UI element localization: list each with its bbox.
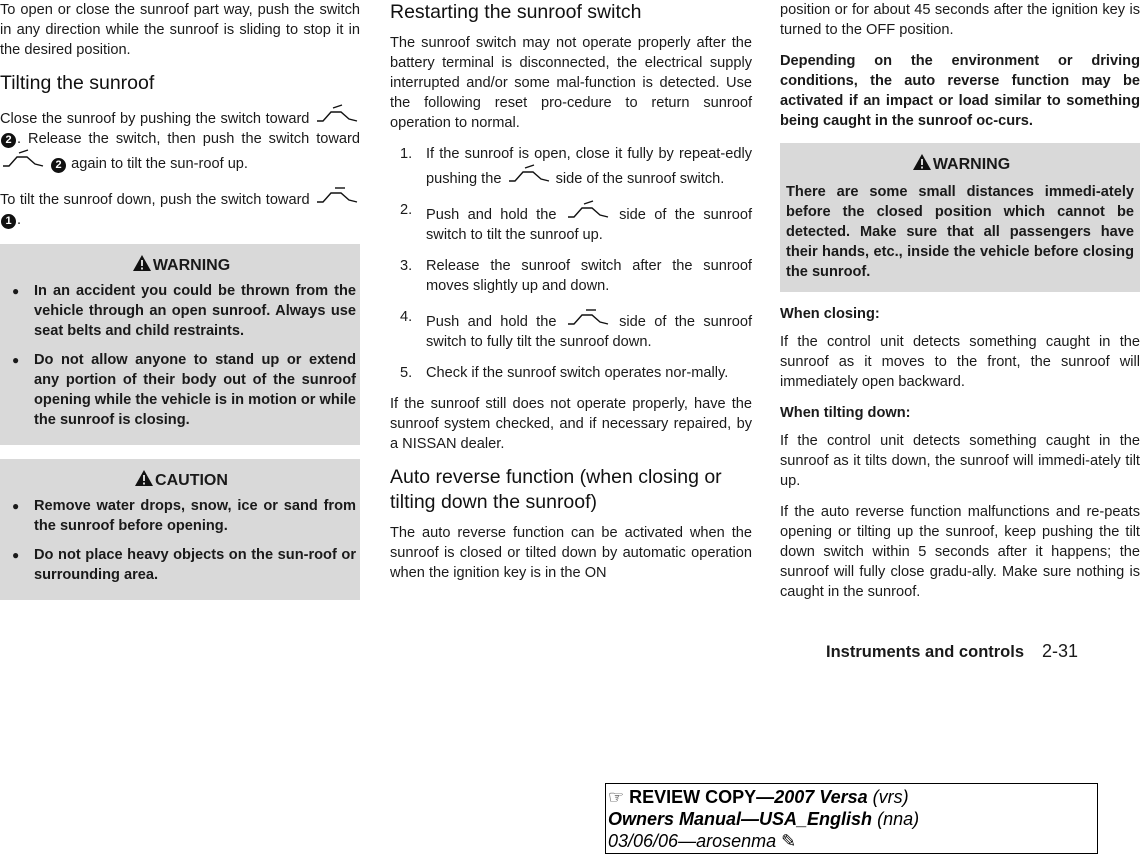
heading-auto-reverse: Auto reverse function (when closing or tilting down the sunroof)	[390, 466, 722, 513]
list-item	[390, 200, 752, 245]
list-item	[390, 307, 752, 352]
text-fragment: Check if the sunroof switch operates nor-mally.	[426, 365, 729, 381]
heading-tilting: Tilting the sunroof	[0, 72, 155, 94]
paragraph-restart: The sunroof switch may not operate properly after the battery terminal is disconnected, the electrical supply interrupted and/or some mal-function is detected. Use the following reset pro-cedure to return sunroof operation to normal.	[390, 35, 752, 131]
page-number: 2-31	[1042, 641, 1079, 661]
warning-box	[780, 143, 1140, 292]
review-region-code: (nna)	[877, 809, 920, 829]
warning-title	[6, 254, 356, 277]
warning-triangle-icon	[134, 469, 154, 487]
text-fragment: Push and hold the	[426, 314, 557, 330]
text-fragment: .	[17, 212, 22, 228]
review-line-2	[608, 808, 1097, 830]
warning-triangle-icon	[132, 254, 152, 272]
paragraph-closing: If the control unit detects something caught in the sunroof as it moves to the front, the sunroof will immediately open backward.	[780, 334, 1140, 390]
step-number: 3.	[400, 258, 413, 274]
text-fragment: Release the sunroof switch after the sunroof moves slightly up and down.	[426, 258, 752, 294]
step-number: 5.	[400, 365, 413, 381]
paragraph-partway: To open or close the sunroof part way, push the switch in any direction while the sunroof is sliding to stop it in the desired position.	[0, 2, 360, 58]
paragraph-dealer: If the sunroof still does not operate properly, have the sunroof system checked, and if necessary repaired, by a NISSAN dealer.	[390, 396, 752, 452]
right-column	[780, 0, 1140, 613]
car-tilt-up-icon	[1, 149, 45, 171]
list-item	[390, 363, 752, 383]
review-code: (vrs)	[872, 787, 909, 807]
warning-item: ● In an accident you could be thrown from the vehicle through an open sunroof. Always use seat belts and child restraints.	[6, 281, 356, 341]
text-fragment: To tilt the sunroof down, push the switch toward	[0, 192, 310, 208]
text-fragment: side of the sunroof switch.	[555, 171, 725, 187]
car-tilt-down-icon	[315, 185, 359, 207]
warning-item: ● Do not allow anyone to stand up or extend any portion of their body out of the sunroof opening while the vehicle is in motion or while the sunroof is closing.	[6, 350, 356, 430]
paragraph-tilt-down	[0, 185, 360, 230]
hand-pointer-icon: ☞	[608, 787, 625, 807]
reset-steps	[390, 144, 752, 383]
marker-2: 2	[1, 133, 16, 148]
paragraph-tilting: If the control unit detects something caught in the sunroof as it tilts down, the sunroof will immedi-ately tilt up.	[780, 433, 1140, 489]
warning-label: WARNING	[152, 257, 231, 274]
list-item	[390, 144, 752, 189]
paragraph-conditions: Depending on the environment or driving conditions, the auto reverse function may be activated if an impact or load similar to something being caught in the sunroof oc-curs.	[780, 53, 1140, 129]
subheading-closing: When closing:	[780, 306, 880, 322]
note-icon: ✎	[781, 831, 797, 851]
warning-text: There are some small distances immedi-ately before the closed position which cannot be detected. Make sure that all passengers have their hands, etc., inside the vehicle before closing the sunroof.	[786, 184, 1134, 280]
review-line-1	[608, 786, 1097, 808]
review-model: 2007 Versa	[774, 787, 868, 807]
paragraph-continued: position or for about 45 seconds after the ignition key is turned to the OFF position.	[780, 2, 1140, 38]
text-fragment: Close the sunroof by pushing the switch toward	[0, 111, 310, 127]
warning-title	[786, 153, 1136, 176]
car-tilt-up-icon	[566, 200, 610, 222]
text-fragment: If the sunroof is open, close it fully by repeat-edly pushing the	[426, 146, 752, 187]
subheading-tilting: When tilting down:	[780, 405, 911, 421]
list-item	[390, 256, 752, 296]
page-footer	[826, 640, 1140, 663]
middle-column	[390, 0, 752, 594]
car-tilt-up-icon	[315, 104, 359, 126]
car-tilt-up-icon	[507, 164, 551, 186]
review-label: REVIEW COPY—	[629, 787, 775, 807]
paragraph-malfunction: If the auto reverse function malfunctions and re-peats opening or tilting up the sunroof, keep pushing the tilt down switch within 5 seconds after it happens; the sunroof will fully close gradu-ally. Make sure nothing is caught in the sunroof.	[780, 504, 1140, 600]
review-line-3	[608, 830, 1097, 852]
paragraph-auto-reverse: The auto reverse function can be activated when the sunroof is closed or tilted down by automatic operation when the ignition key is in the ON	[390, 525, 752, 581]
caution-item: ● Do not place heavy objects on the sun-roof or surrounding area.	[6, 545, 356, 585]
text-fragment: again to tilt the sun-roof up.	[71, 156, 248, 172]
warning-box	[0, 244, 360, 445]
text-fragment: side of the sunroof switch to fully tilt the sunroof down.	[426, 314, 752, 350]
review-manual: Owners Manual—USA_English	[608, 809, 873, 829]
left-column	[0, 0, 360, 612]
warning-label: WARNING	[932, 156, 1011, 173]
caution-item: ● Remove water drops, snow, ice or sand from the sunroof before opening.	[6, 496, 356, 536]
text-fragment: Push and hold the	[426, 207, 557, 223]
marker-2: 2	[51, 158, 66, 173]
review-stamp	[605, 783, 1098, 854]
heading-restarting: Restarting the sunroof switch	[390, 1, 642, 23]
text-fragment: side of the sunroof switch to tilt the sunroof up.	[426, 207, 752, 243]
review-date: 03/06/06—arosenma	[608, 831, 777, 851]
caution-box	[0, 459, 360, 600]
caution-title	[6, 469, 356, 492]
step-number: 4.	[400, 309, 413, 325]
caution-label: CAUTION	[155, 472, 228, 489]
warning-triangle-icon	[912, 153, 932, 171]
step-number: 2.	[400, 202, 413, 218]
section-title: Instruments and controls	[826, 643, 1025, 661]
paragraph-tilt-up	[0, 104, 360, 174]
car-tilt-down-icon	[566, 307, 610, 329]
step-number: 1.	[400, 146, 413, 162]
text-fragment: . Release the switch, then push the switch toward	[17, 131, 360, 147]
marker-1: 1	[1, 214, 16, 229]
